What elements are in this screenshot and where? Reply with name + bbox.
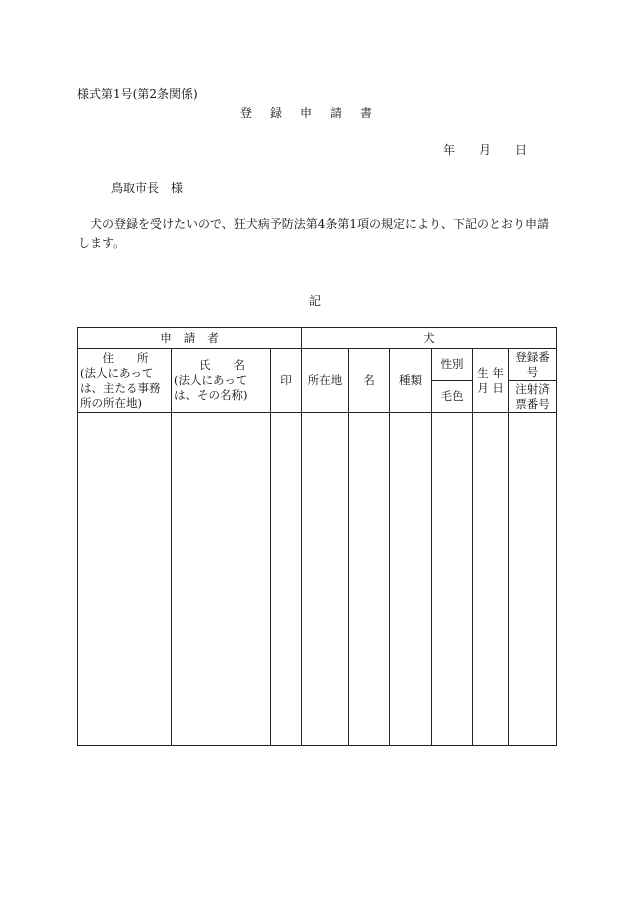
entry-numbers-cell[interactable] xyxy=(509,413,557,746)
form-number: 様式第1号(第2条関係) xyxy=(77,87,198,101)
ki-heading: 記 xyxy=(308,294,321,308)
seal-header: 印 xyxy=(271,349,302,413)
registration-table xyxy=(77,327,557,746)
dog-group-header: 犬 xyxy=(302,328,557,349)
birthdate-header: 生 年 月 日 xyxy=(473,349,509,413)
vaccination-tag-number-header: 注射済票番号 xyxy=(509,381,557,413)
location-header: 所在地 xyxy=(302,349,349,413)
entry-sex-coat-cell[interactable] xyxy=(432,413,473,746)
date-year-label: 年 xyxy=(443,143,456,157)
date-line xyxy=(443,141,527,158)
entry-name-cell[interactable] xyxy=(172,413,271,746)
date-day-label: 日 xyxy=(515,143,528,157)
applicant-group-header: 申請者 xyxy=(78,328,302,349)
entry-seal-cell[interactable] xyxy=(271,413,302,746)
sex-header: 性別 xyxy=(432,349,473,381)
entry-breed-cell[interactable] xyxy=(390,413,432,746)
date-month-label: 月 xyxy=(479,143,492,157)
registration-number-header: 登録番号 xyxy=(509,349,557,381)
application-statement: 犬の登録を受けたいので、狂犬病予防法第4条第1項の規定により、下記のとおり申請します。 xyxy=(78,217,550,250)
dog-name-header: 名 xyxy=(349,349,390,413)
address-header: 住 所 (法人にあっては、主たる事務所の所在地) xyxy=(78,349,172,413)
breed-header: 種類 xyxy=(390,349,432,413)
recipient: 鳥取市長 様 xyxy=(111,181,184,195)
entry-address-cell[interactable] xyxy=(78,413,172,746)
entry-birthdate-cell[interactable] xyxy=(473,413,509,746)
coat-color-header: 毛色 xyxy=(432,381,473,413)
entry-dog-name-cell[interactable] xyxy=(349,413,390,746)
entry-location-cell[interactable] xyxy=(302,413,349,746)
document-title: 登録申請書 xyxy=(239,106,390,120)
name-header: 氏 名 (法人にあっては、その名称) xyxy=(172,349,271,413)
